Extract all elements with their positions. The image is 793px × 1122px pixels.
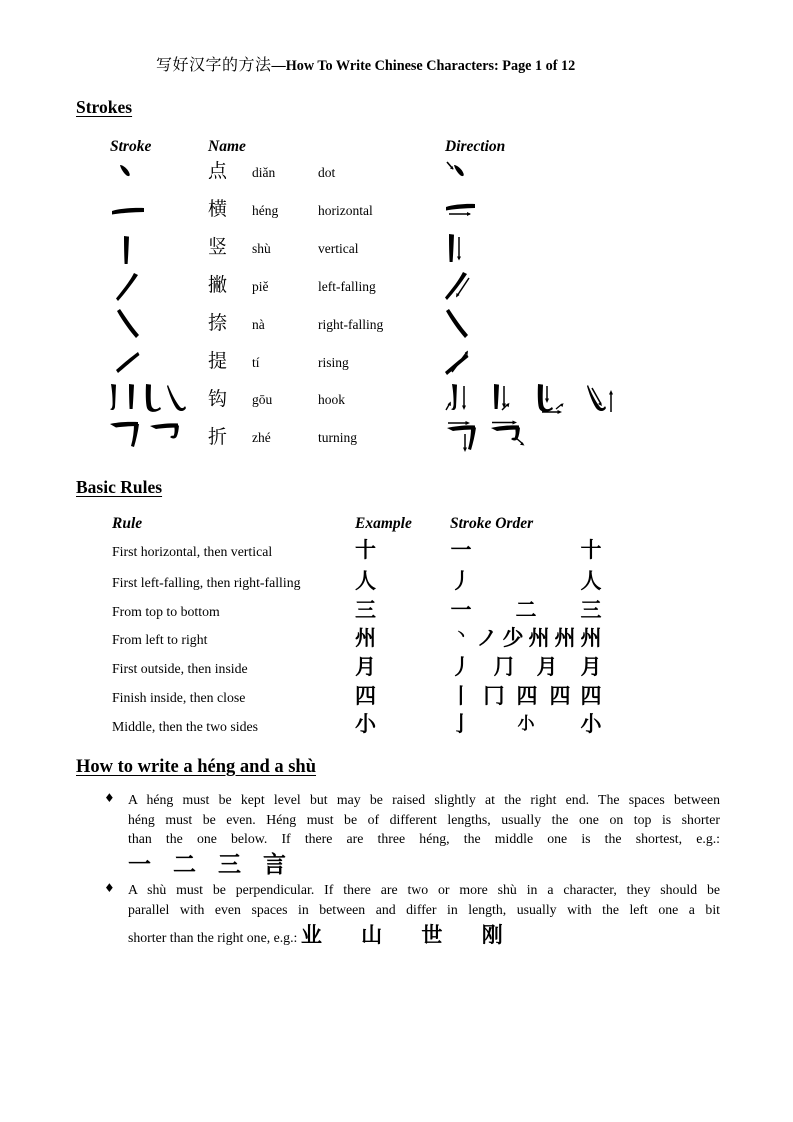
stroke-pinyin-heng: héng (252, 203, 279, 218)
stroke-name-cn-gou: 钩 (208, 388, 228, 410)
rule-order-step-3-5: 州 (580, 626, 602, 650)
rule-order-step-0-1: 十 (580, 538, 602, 562)
bullet-shu-line-0: A shù must be perpendicular. If there are two or more shù in a character, they should be (128, 882, 720, 897)
strokes-column-header-name: Name (208, 138, 246, 155)
stroke-pinyin-zhe: zhé (252, 430, 271, 445)
stroke-pinyin-ti: tí (252, 355, 260, 370)
section-heading-strokes: Strokes (76, 97, 133, 117)
rule-order-step-3-3: 州 (528, 626, 550, 650)
stroke-name-cn-shu: 竖 (208, 236, 228, 258)
stroke-english-dian: dot (318, 165, 336, 180)
page-header-dash: — (271, 58, 286, 74)
stroke-name-cn-heng: 横 (208, 198, 228, 220)
rule-order-step-1-0: 丿 (450, 569, 472, 593)
rule-text-6: Middle, then the two sides (112, 719, 258, 734)
stroke-pinyin-gou: gōu (252, 392, 273, 407)
rule-order-step-2-2: 三 (580, 598, 602, 622)
rule-text-2: From top to bottom (112, 604, 220, 619)
stroke-pinyin-na: nà (252, 317, 265, 332)
stroke-english-pie: left-falling (318, 279, 376, 294)
rule-order-step-5-3: 四 (549, 684, 571, 708)
rule-example-6: 小 (355, 712, 376, 736)
rule-order-step-1-1: 人 (580, 569, 602, 593)
rules-column-header-example: Example (355, 515, 412, 532)
rule-example-1: 人 (355, 569, 376, 593)
rule-order-step-3-2: 少 (502, 626, 524, 650)
rule-order-step-2-0: 一 (450, 598, 472, 622)
stroke-name-cn-dian: 点 (208, 160, 228, 182)
bullet-item-heng (104, 790, 720, 878)
bullet-shu-examples: 业 山 世 刚 (300, 923, 519, 948)
bullet-diamond-icon: ♦ (104, 791, 115, 805)
stroke-name-cn-zhe: 折 (208, 426, 228, 448)
rule-order-step-5-1: 冂 (483, 684, 505, 708)
bullet-heng-line-0: A héng must be kept level but may be raised slightly at the right end. The spaces between (128, 792, 720, 807)
rule-order-step-4-3: 月 (580, 655, 602, 679)
bullet-heng-line-2: than the one below. If there are three héng, the middle one is the shortest, e.g.: (128, 831, 720, 847)
rule-order-step-6-0: 亅 (450, 712, 472, 736)
rule-order-step-3-1: ノ (476, 626, 498, 650)
rule-text-4: First outside, then inside (112, 661, 248, 676)
strokes-column-header-direction: Direction (445, 138, 506, 155)
rule-order-step-3-4: 州 (554, 626, 576, 650)
rule-example-2: 三 (355, 598, 376, 622)
stroke-name-cn-ti: 提 (208, 350, 228, 372)
bullet-shu-line-1: parallel with even spaces in between and differ in length, usually with the left one a bit (128, 901, 720, 917)
rule-order-step-5-0: 丨 (450, 684, 472, 708)
rule-order-step-4-2: 月 (536, 655, 558, 679)
stroke-english-shu: vertical (318, 241, 359, 256)
rules-column-header-stroke-order: Stroke Order (450, 515, 534, 532)
section-heading-basic-rules: Basic Rules (76, 477, 163, 497)
rule-order-step-4-1: ⺆ (493, 655, 515, 679)
stroke-name-cn-pie: 撇 (208, 274, 228, 296)
bullet-shu-line-2: shorter than the right one, e.g.: (128, 930, 301, 946)
page-header-chinese-title: 写好汉字的方法 (156, 57, 272, 74)
stroke-name-cn-na: 捺 (208, 312, 228, 334)
rule-example-0: 十 (355, 538, 376, 562)
bullet-heng-examples: 一二三言 (128, 851, 308, 878)
rule-order-step-3-0: 丶 (453, 626, 469, 644)
section-heading-how-to-write-heng-shu: How to write a héng and a shù (76, 757, 317, 777)
bullet-diamond-icon-2: ♦ (104, 881, 115, 895)
stroke-pinyin-shu: shù (252, 241, 271, 256)
stroke-pinyin-pie: piě (252, 279, 269, 294)
rule-order-step-5-2: 四 (516, 684, 538, 708)
rule-text-5: Finish inside, then close (112, 690, 246, 705)
rule-example-3: 州 (355, 626, 376, 650)
rule-example-4: 月 (355, 655, 376, 679)
rule-order-step-6-2: 小 (580, 712, 602, 736)
stroke-english-ti: rising (318, 355, 349, 370)
stroke-english-gou: hook (318, 392, 345, 407)
stroke-english-na: right-falling (318, 317, 384, 332)
rule-order-step-2-1: 二 (515, 598, 537, 622)
strokes-column-header-stroke: Stroke (110, 138, 152, 155)
stroke-english-heng: horizontal (318, 203, 373, 218)
bullet-heng-body (128, 790, 720, 878)
bullet-shu-body (128, 880, 720, 953)
rule-order-step-5-4: 四 (580, 684, 602, 708)
stroke-english-zhe: turning (318, 430, 357, 445)
bullet-heng-line-1: héng must be even. Héng must be of different lengths, usually the one on top is shorter (128, 811, 720, 827)
rule-order-step-0-0: 一 (450, 538, 472, 562)
rule-order-step-6-1: 小 (517, 714, 535, 734)
rule-text-1: First left-falling, then right-falling (112, 575, 301, 590)
rules-column-header-rule: Rule (112, 515, 143, 532)
rule-text-3: From left to right (112, 632, 208, 647)
page-header-english-title: How To Write Chinese Characters: Page 1 of 12 (285, 58, 576, 74)
rule-order-step-4-0: 丿 (450, 655, 472, 679)
bullet-item-shu (104, 880, 720, 953)
stroke-pinyin-dian: diǎn (252, 165, 276, 180)
rule-text-0: First horizontal, then vertical (112, 544, 273, 559)
rule-example-5: 四 (355, 684, 376, 708)
